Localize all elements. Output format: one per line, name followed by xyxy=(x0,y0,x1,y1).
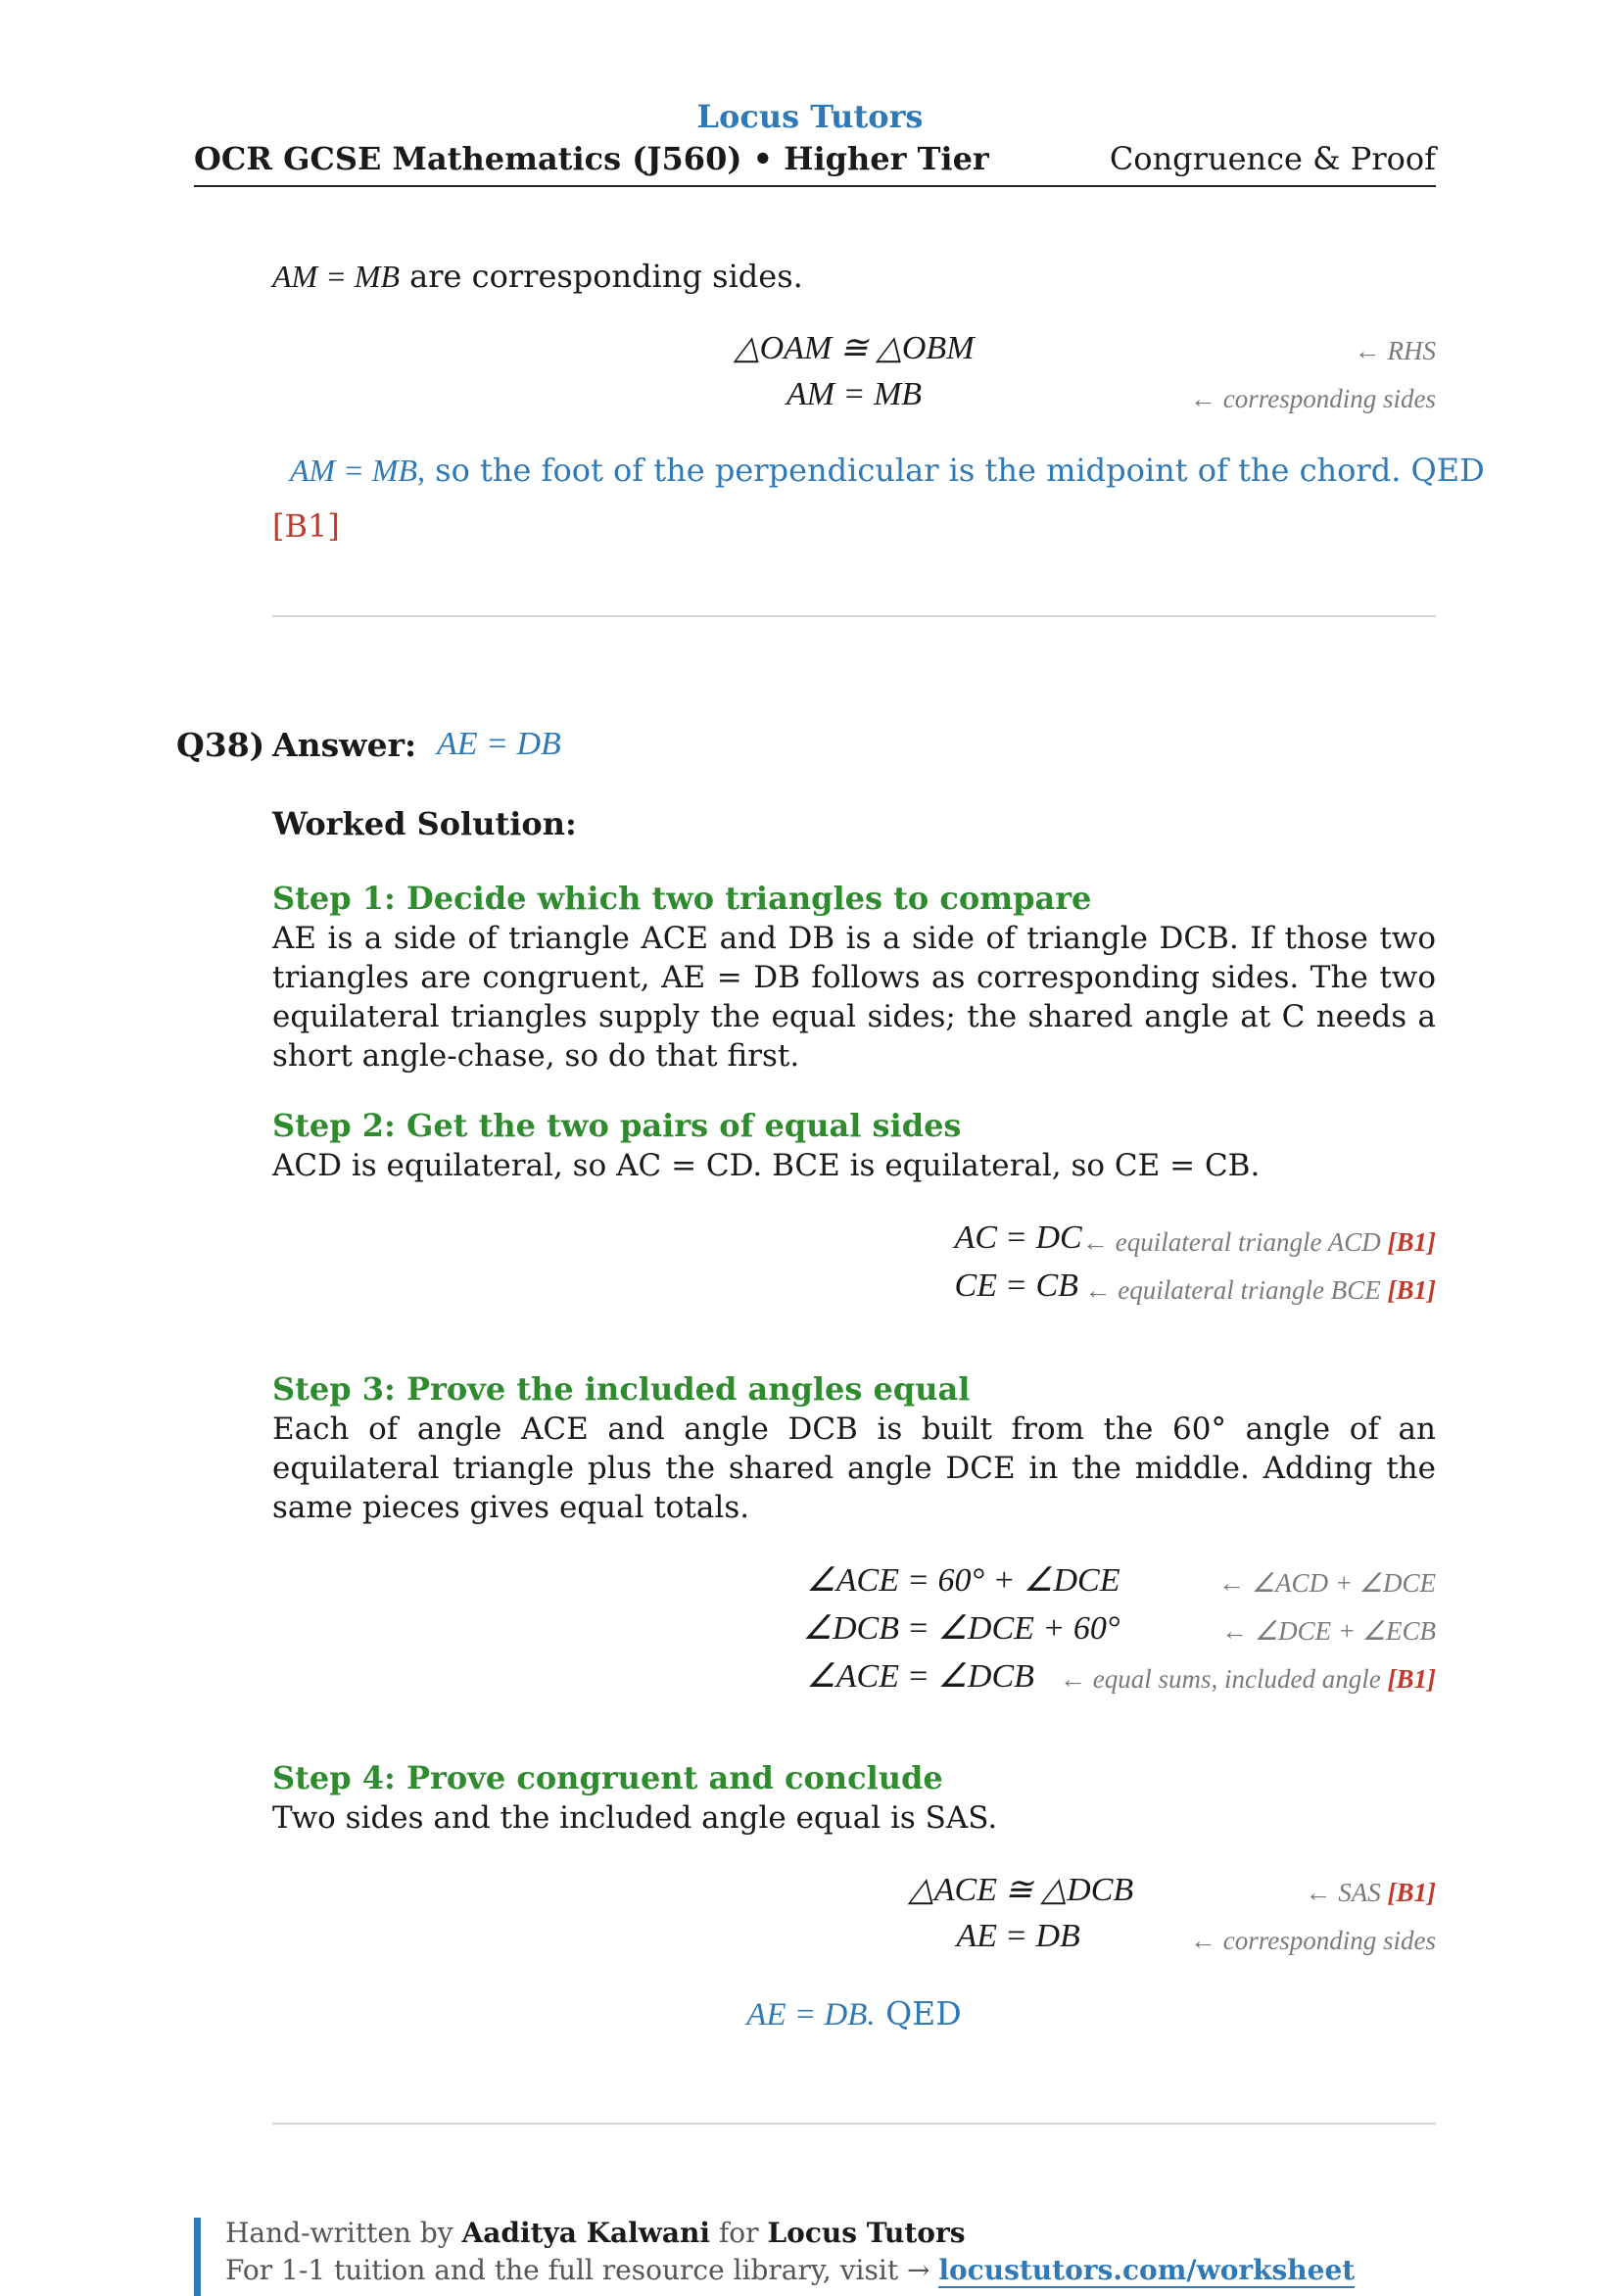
step-3-eq-1-lhs: ∠ACE xyxy=(806,1562,899,1599)
step-3-eq-2-note xyxy=(1221,1616,1436,1647)
footer-org: Locus Tutors xyxy=(767,2217,966,2249)
mark: [B1] xyxy=(1387,1275,1436,1305)
prev-mark: [B1] xyxy=(272,507,340,545)
step-3-eq-1 xyxy=(272,1560,1436,1609)
prev-intro xyxy=(272,258,803,295)
footer-credit-prefix: Hand-written by xyxy=(225,2217,453,2249)
step-4-eq-2-note xyxy=(1190,1926,1436,1956)
step-2-eq-1-rhs: = DC xyxy=(1005,1220,1082,1256)
step-3-eq-3-rhs: = ∠DCB xyxy=(907,1658,1034,1695)
header-rule xyxy=(194,185,1436,187)
step-4-eq-2-rhs: = DB xyxy=(1005,1918,1080,1954)
step-2-eq-1 xyxy=(272,1220,1436,1268)
answer-value: AE = DB xyxy=(437,726,561,762)
q38-conclusion xyxy=(272,1994,1436,2033)
note-text: ← ∠ACD + ∠DCE xyxy=(1218,1568,1436,1598)
prev-intro-math: AM = MB xyxy=(272,259,400,294)
course-title: OCR GCSE Mathematics (J560) • Higher Tier xyxy=(194,140,989,177)
step-3-eq-1-note xyxy=(1218,1568,1436,1599)
footer-visit-prefix: For 1-1 tuition and the full resource library, visit → xyxy=(225,2254,930,2286)
step-4-eq-1 xyxy=(272,1870,1436,1919)
step-4-text: Two sides and the included angle equal is SAS. xyxy=(272,1800,998,1836)
prev-conclusion-math: AM = MB, xyxy=(290,453,425,488)
note-text: ← SAS xyxy=(1305,1878,1381,1907)
section-divider xyxy=(272,615,1436,617)
q38-qed: QED xyxy=(885,1994,962,2033)
footer-credit-mid: for xyxy=(718,2217,759,2249)
step-2-eq-2 xyxy=(272,1268,1436,1316)
brand-title: Locus Tutors xyxy=(696,98,924,135)
prev-intro-text: are corresponding sides. xyxy=(409,258,803,295)
step-4-eq-1-note xyxy=(1306,1878,1437,1908)
footer-accent-bar xyxy=(194,2218,201,2296)
mark: [B1] xyxy=(1387,1878,1436,1907)
step-3-text: Each of angle ACE and angle DCB is built from the 60° angle of an equilateral triangle plus the shared angle DCE in the middle. Adding the same pieces gives equal totals. xyxy=(272,1411,1436,1525)
step-4-eq-1-lhs: △ACE xyxy=(908,1872,997,1908)
mark: [B1] xyxy=(1387,1227,1436,1257)
step-3-eq-3 xyxy=(272,1656,1436,1705)
step-1-title: Step 1: Decide which two triangles to compare xyxy=(272,880,1092,917)
step-3-eq-2-rhs: = ∠DCE + 60° xyxy=(907,1610,1120,1647)
step-3-eq-3-lhs: ∠ACE xyxy=(806,1658,899,1695)
step-2-eq-2-rhs: = CB xyxy=(1005,1268,1078,1304)
step-3-eq-2-lhs: ∠DCB xyxy=(802,1610,899,1647)
footer-visit xyxy=(225,2254,1355,2286)
note-text: ← corresponding sides xyxy=(1190,1926,1436,1955)
answer-label: Answer: xyxy=(272,726,417,764)
mark: [B1] xyxy=(1387,1664,1436,1694)
note-text: ← equilateral triangle BCE xyxy=(1084,1275,1381,1305)
q38-conclusion-math: AE = DB. xyxy=(746,1997,876,2033)
step-2-eq-2-lhs: CE xyxy=(954,1268,997,1304)
prev-eq-1-math: △OAM ≅ △OBM xyxy=(734,330,975,366)
step-4-title: Step 4: Prove congruent and conclude xyxy=(272,1759,943,1796)
section-divider-bottom xyxy=(272,2123,1436,2125)
question-number: Q38) xyxy=(176,726,265,764)
prev-eq-2-note: ← corresponding sides xyxy=(1190,384,1436,413)
topic-title: Congruence & Proof xyxy=(1109,140,1436,177)
step-4-eq-1-rhs: ≅ △DCB xyxy=(1005,1872,1134,1908)
step-2-title: Step 2: Get the two pairs of equal sides xyxy=(272,1107,962,1144)
step-3-eq-3-note xyxy=(1060,1664,1436,1695)
step-4-eq-2 xyxy=(272,1918,1436,1967)
note-text: ← ∠DCE + ∠ECB xyxy=(1221,1616,1436,1646)
prev-conclusion-text: so the foot of the perpendicular is the midpoint of the chord. xyxy=(435,452,1402,489)
step-2-eq-1-note xyxy=(1082,1227,1436,1258)
step-3-eq-1-rhs: = 60° + ∠DCE xyxy=(907,1562,1120,1599)
footer-link[interactable]: locustutors.com/worksheet xyxy=(938,2254,1356,2286)
footer-author: Aaditya Kalwani xyxy=(461,2217,711,2249)
note-text: ← equal sums, included angle xyxy=(1060,1664,1381,1694)
prev-qed: QED xyxy=(1410,452,1485,489)
footer-credit xyxy=(225,2217,965,2249)
step-4-eq-2-lhs: AE xyxy=(956,1918,997,1954)
prev-eq-1-note: ← RHS xyxy=(1354,336,1436,365)
prev-conclusion xyxy=(290,452,1485,489)
step-3-title: Step 3: Prove the included angles equal xyxy=(272,1370,971,1408)
step-2-text: ACD is equilateral, so AC = CD. BCE is equilateral, so CE = CB. xyxy=(272,1148,1261,1183)
note-text: ← equilateral triangle ACD xyxy=(1082,1227,1381,1257)
step-1-text: AE is a side of triangle ACE and DB is a side of triangle DCB. If those two triangles are congruent, AE = DB follows as corresponding sides. The two equilateral triangles supply the equal sides; the shared angle at C needs a short angle-chase, so do that first. xyxy=(272,921,1436,1074)
prev-eq-1 xyxy=(272,328,1436,377)
worked-solution-label: Worked Solution: xyxy=(272,805,577,842)
step-2-eq-2-note xyxy=(1085,1275,1436,1306)
step-3-eq-2 xyxy=(272,1608,1436,1657)
prev-eq-2-math: AM = MB xyxy=(786,376,923,412)
prev-eq-2 xyxy=(272,376,1436,425)
step-2-eq-1-lhs: AC xyxy=(954,1220,997,1256)
